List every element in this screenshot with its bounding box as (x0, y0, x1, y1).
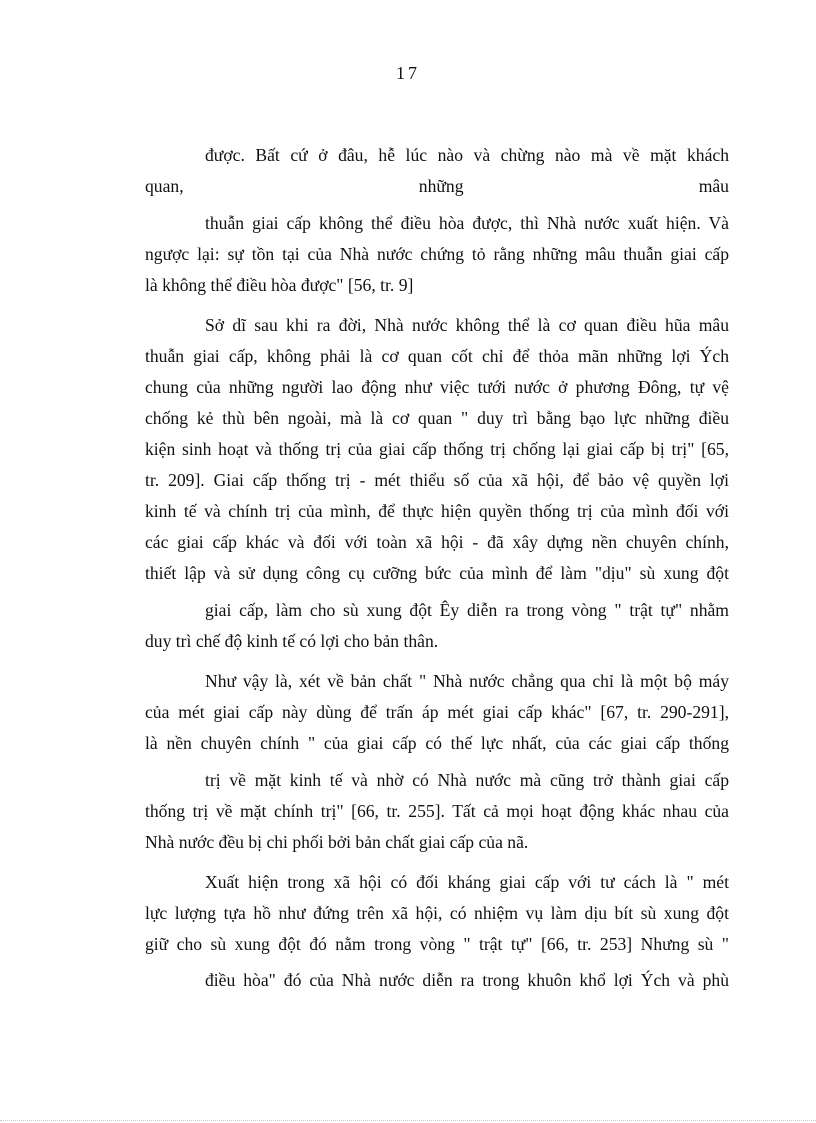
text-line: là không thể điều hòa được" [56, tr. 9] (145, 275, 414, 295)
text-line: điều hòa" đó của Nhà nước diễn ra trong khuôn khổ lợi Ých và phù (205, 970, 729, 990)
text-line: thống trị về mặt chính trị" [66, tr. 255]. Tất cả mọi hoạt động khác nhau của (145, 801, 729, 821)
text-line: ngược lại: sự tồn tại của Nhà nước chứng tỏ rằng những mâu thuẫn giai cấp (145, 244, 729, 264)
text-line: giai cấp, làm cho sù xung đột Êy diễn ra trong vòng " trật tự" nhằm (205, 600, 729, 620)
text-line: chung của những người lao động như việc tưới nước ở phương Đông, tự vệ (145, 377, 729, 397)
text-line-spread (145, 174, 729, 198)
word: mâu (698, 176, 729, 196)
text-line: của mét giai cấp này dùng để trấn áp mét giai cấp khác" [67, tr. 290-291], (145, 702, 729, 722)
text-line: thiết lập và sử dụng công cụ cưỡng bức của mình để làm "dịu" sù xung đột (145, 563, 729, 583)
text-line: kinh tế và chính trị của mình, để thực hiện quyền thống trị của mình đối với (145, 501, 729, 521)
text-line: giữ cho sù xung đột đó nằm trong vòng " trật tự" [66, tr. 253] Nhưng sù " (145, 934, 729, 954)
text-line: Xuất hiện trong xã hội có đối kháng giai cấp với tư cách là " mét (205, 872, 729, 892)
page-edge-divider (0, 1120, 816, 1121)
text-line: thuẫn giai cấp không thể điều hòa được, thì Nhà nước xuất hiện. Và (205, 213, 729, 233)
text-line: các giai cấp khác và đối với toàn xã hội - đã xây dựng nền chuyên chính, (145, 532, 729, 552)
text-line: thuẫn giai cấp, không phải là cơ quan cốt chỉ để thỏa mãn những lợi Ých (145, 346, 729, 366)
text-line: Sở dĩ sau khi ra đời, Nhà nước không thể là cơ quan điều hũa mâu (205, 315, 729, 335)
word: quan, (145, 176, 184, 196)
text-line: trị về mặt kinh tế và nhờ có Nhà nước mà cũng trở thành giai cấp (205, 770, 729, 790)
page-number: 17 (396, 63, 420, 83)
text-line: được. Bất cứ ở đâu, hễ lúc nào và chừng nào mà về mặt khách (205, 145, 729, 165)
text-line: lực lượng tựa hồ như đứng trên xã hội, có nhiệm vụ làm dịu bít sù xung đột (145, 903, 729, 923)
text-line: chống kẻ thù bên ngoài, mà là cơ quan " duy trì bằng bạo lực những điều (145, 408, 729, 428)
text-line: duy trì chế độ kinh tế có lợi cho bản thân. (145, 631, 439, 651)
text-line: Nhà nước đều bị chi phối bởi bản chất giai cấp của nã. (145, 832, 529, 852)
text-line: tr. 209]. Giai cấp thống trị - mét thiểu số của xã hội, để bảo vệ quyền lợi (145, 470, 729, 490)
text-line: Như vậy là, xét về bản chất " Nhà nước chẳng qua chỉ là một bộ máy (205, 671, 729, 691)
word: những (418, 176, 464, 196)
text-line: kiện sinh hoạt và thống trị của giai cấp thống trị chống lại giai cấp bị trị" [65, (145, 439, 729, 459)
text-line: là nền chuyên chính " của giai cấp có thế lực nhất, của các giai cấp thống (145, 733, 729, 753)
